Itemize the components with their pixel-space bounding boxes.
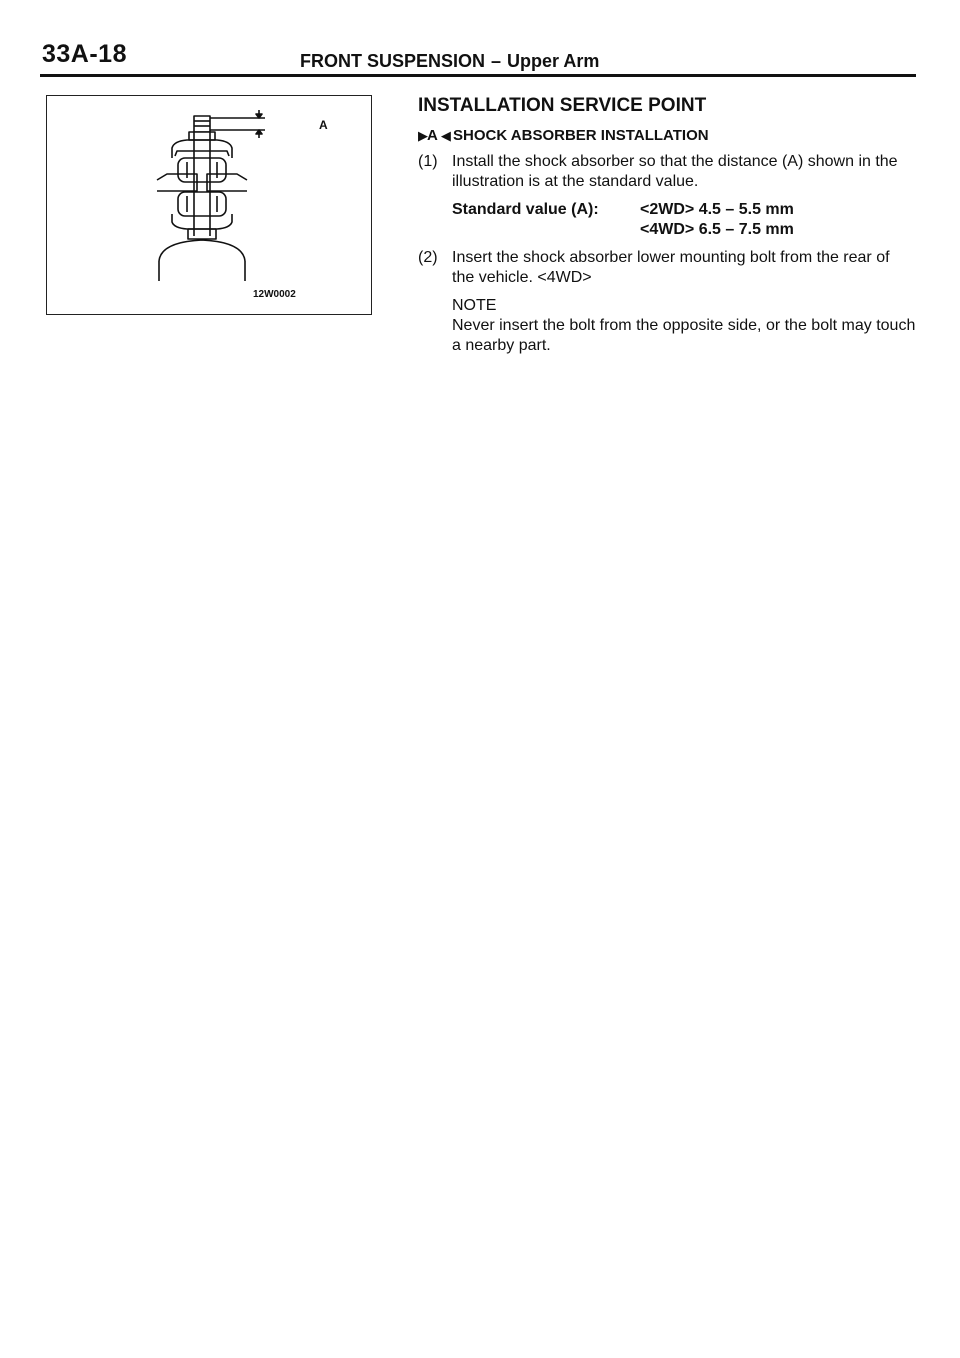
figure-code: 12W0002 [253, 289, 296, 300]
note-label: NOTE [452, 297, 497, 314]
step [390, 152, 916, 192]
section-heading: INSTALLATION SERVICE POINT [418, 95, 707, 116]
step-number: (1) [418, 153, 438, 170]
left-triangle-icon: ◀ [440, 128, 449, 143]
standard-value-4wd: <4WD> 6.5 – 7.5 mm [640, 221, 794, 238]
header-rule [40, 74, 916, 77]
page-number: 33A-18 [42, 40, 127, 68]
subsection-title: Upper Arm [507, 51, 600, 71]
standard-value-2wd: <2WD> 4.5 – 5.5 mm [640, 201, 794, 218]
standard-value [390, 200, 916, 240]
note-text: Never insert the bolt from the opposite side, or the bolt may touch a nearby part. [452, 317, 916, 354]
content [390, 94, 916, 356]
figure-box [46, 95, 372, 315]
procedure-heading [418, 126, 916, 146]
right-triangle-icon: ▶ [418, 128, 426, 143]
procedure-ref: A [427, 127, 438, 144]
step [390, 248, 916, 288]
procedure-title: SHOCK ABSORBER INSTALLATION [453, 127, 709, 144]
figure-label-a: A [319, 118, 328, 132]
section-title: FRONT SUSPENSION [300, 51, 486, 71]
step-text: Insert the shock absorber lower mounting bolt from the rear of the vehicle. <4WD> [452, 249, 890, 286]
title-separator: – [491, 51, 502, 71]
standard-value-label: Standard value (A): [452, 201, 599, 218]
step-text: Install the shock absorber so that the distance (A) shown in the illustration is at the standard value. [452, 153, 898, 190]
step-number: (2) [418, 249, 438, 266]
header-title [300, 51, 599, 72]
